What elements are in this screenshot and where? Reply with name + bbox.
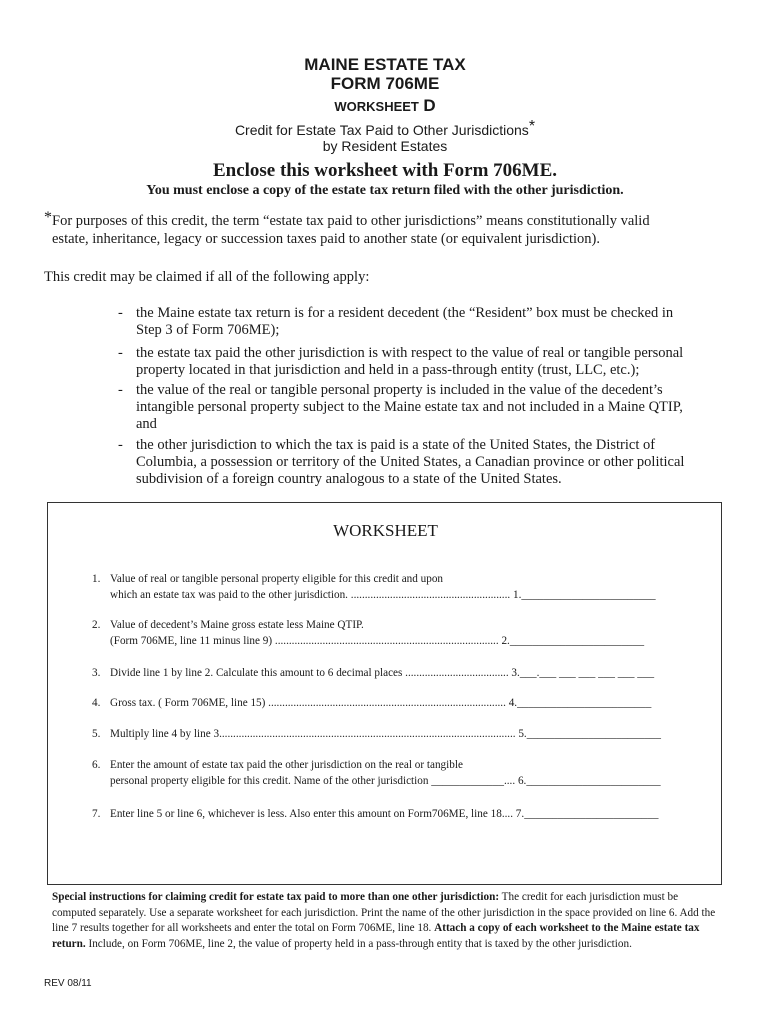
line-number: 7. bbox=[92, 808, 101, 820]
form-title-line2: FORM 706ME bbox=[330, 74, 440, 93]
condition-line: the estate tax paid the other jurisdiction is with respect to the value of real or tangible personal bbox=[136, 345, 684, 361]
condition-text bbox=[136, 345, 716, 379]
enclose-instruction: Enclose this worksheet with Form 706ME. bbox=[212, 160, 558, 181]
condition-line: the Maine estate tax return is for a resident decedent (the “Resident” box must be checked in bbox=[136, 305, 674, 321]
line-number: 2. bbox=[92, 619, 101, 631]
line-text: Value of real or tangible personal property eligible for this credit and upon bbox=[110, 573, 444, 585]
definition-note-line1 bbox=[44, 209, 734, 230]
definition-note bbox=[44, 209, 734, 248]
line-number: 3. bbox=[92, 667, 101, 679]
condition-line: the value of the real or tangible personal property is included in the value of the decedent’s bbox=[136, 382, 663, 398]
worksheet-heading: WORKSHEET bbox=[333, 521, 438, 540]
must-enclose-instruction: You must enclose a copy of the estate tax return filed with the other jurisdiction. bbox=[146, 183, 624, 198]
line-text-entry[interactable]: which an estate tax was paid to the other jurisdiction. ......................................................... 1.________________________ bbox=[110, 589, 656, 601]
condition-dash: - bbox=[118, 345, 123, 361]
worksheet-label bbox=[0, 96, 770, 116]
condition-line: the other jurisdiction to which the tax is paid is a state of the United States, the District of bbox=[136, 437, 656, 453]
intro-text: This credit may be claimed if all of the following apply: bbox=[44, 269, 370, 285]
subtitle-asterisk: * bbox=[528, 118, 536, 135]
line-text-entry[interactable]: personal property eligible for this credit. Name of the other jurisdiction _____________.... 6.________________________ bbox=[110, 775, 661, 787]
condition-text bbox=[136, 382, 716, 433]
special-instructions-text-a: The credit for each jurisdiction must be computed separately. Use a separate worksheet for each jurisdiction. Print the name of the other jurisdiction in the space provided on line 6. Add the line 7 results together for all worksheets and enter the total on Form 706ME, line 18. bbox=[52, 891, 716, 934]
special-instructions-text-b: Include, on Form 706ME, line 2, the value of property held in a pass-through entity that is taxed by the other jurisdiction. bbox=[85, 937, 632, 950]
line-number: 6. bbox=[92, 759, 101, 771]
line-text: Enter the amount of estate tax paid the other jurisdiction on the real or tangible bbox=[110, 759, 463, 771]
condition-dash: - bbox=[118, 305, 123, 321]
worksheet-word: WORKSHEET bbox=[334, 99, 419, 114]
worksheet-box bbox=[47, 502, 722, 885]
form-title-line1: MAINE ESTATE TAX bbox=[304, 55, 466, 74]
condition-text bbox=[136, 437, 716, 488]
line-number: 4. bbox=[92, 697, 101, 709]
special-instructions-label: Special instructions for claiming credit for estate tax paid to more than one other jurisdiction: bbox=[52, 891, 500, 903]
line-number: 1. bbox=[92, 573, 101, 585]
condition-line: intangible personal property subject to the Maine estate tax and not included in a Maine QTIP, bbox=[136, 399, 683, 415]
condition-line: and bbox=[136, 416, 157, 432]
condition-dash: - bbox=[118, 382, 123, 398]
condition-line: Columbia, a possession or territory of the United States, a Canadian province or other political bbox=[136, 454, 685, 470]
line-text-entry[interactable]: (Form 706ME, line 11 minus line 9) ................................................................................ 2.________________________ bbox=[110, 635, 645, 647]
condition-text bbox=[136, 305, 716, 339]
worksheet-letter: D bbox=[423, 96, 436, 115]
line-text-entry[interactable]: Multiply line 4 by line 3.......................................................................................................... 5.________________________ bbox=[110, 728, 661, 740]
subtitle-text: Credit for Estate Tax Paid to Other Jurisdictions bbox=[234, 122, 529, 138]
condition-dash: - bbox=[118, 437, 123, 453]
condition-line: property located in that jurisdiction and held in a pass-through entity (trust, LLC, etc.); bbox=[136, 362, 640, 378]
note-line1-text: For purposes of this credit, the term “estate tax paid to other jurisdictions” means constitutionally valid bbox=[52, 213, 650, 229]
subtitle-line2: by Resident Estates bbox=[322, 138, 448, 154]
special-instructions-attach: Attach a copy of each worksheet to the Maine estate tax return. bbox=[52, 922, 700, 950]
line-text: Value of decedent’s Maine gross estate less Maine QTIP. bbox=[110, 619, 364, 631]
line-text-entry[interactable]: Divide line 1 by line 2. Calculate this amount to 6 decimal places ..................................... 3.___.___ ___ ___ ___ ___ ___ bbox=[110, 667, 655, 679]
note-asterisk: * bbox=[44, 209, 52, 226]
line-text-entry[interactable]: Enter line 5 or line 6, whichever is less. Also enter this amount on Form706ME, line 18.... 7.________________________ bbox=[110, 808, 659, 820]
definition-note-line2: estate, inheritance, legacy or succession taxes paid to another state (or equivalent jurisdiction). bbox=[52, 231, 600, 247]
subtitle-line1 bbox=[0, 118, 770, 139]
line-number: 5. bbox=[92, 728, 101, 740]
condition-line: Step 3 of Form 706ME); bbox=[136, 322, 280, 338]
special-instructions bbox=[52, 890, 722, 952]
line-text-entry[interactable]: Gross tax. ( Form 706ME, line 15) ..................................................................................... 4.________________________ bbox=[110, 697, 652, 709]
revision-label: REV 08/11 bbox=[44, 978, 92, 989]
condition-line: subdivision of a foreign country analogous to a state of the United States. bbox=[136, 471, 562, 487]
